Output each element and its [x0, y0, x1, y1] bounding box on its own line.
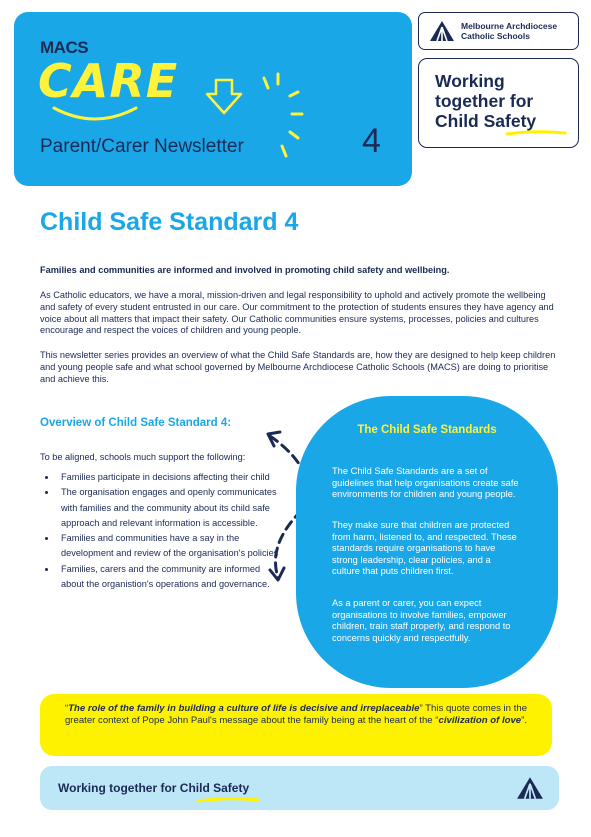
quote-emphasis-2: civilization of love — [438, 715, 522, 727]
list-item: • The organisation engages and openly communicates with families and the community about its child safe approach and relevant information is accessible. — [57, 485, 285, 531]
smile-icon — [50, 104, 140, 126]
standards-paragraph-1: The Child Safe Standards are a set of guidelines that help organisations create safe environments for children and young people. — [332, 466, 519, 500]
sparkle-icon — [254, 70, 324, 170]
issue-number: 4 — [362, 122, 381, 160]
tagline-line-3: Child Safety — [435, 111, 537, 131]
footer-banner — [40, 766, 559, 810]
overview-list — [40, 470, 285, 592]
lead-statement: Families and communities are informed and involved in promoting child safety and wellbeing. — [40, 265, 450, 275]
standards-paragraph-2: They make sure that children are protected from harm, listened to, and respected. These standards require organisations to have strong leadership, clear policies, and a culture that puts children first. — [332, 520, 517, 577]
page-title: Child Safe Standard 4 — [40, 208, 299, 236]
standards-paragraph-3: As a parent or carer, you can expect organisations to involve families, empower children, train staff properly, and respond to concerns quickly and respectfully. — [332, 598, 511, 643]
logo-line-1: Melbourne Archdiocese — [461, 21, 558, 31]
list-item: • Families and communities have a say in the development and review of the organisation's policies — [57, 531, 285, 562]
quote-close: ”. — [521, 715, 528, 727]
macs-wordmark: MACS — [40, 38, 89, 57]
arrow-down-icon — [204, 78, 244, 116]
underline-swoosh — [505, 129, 567, 137]
care-wordmark: CARE — [38, 54, 179, 108]
series-paragraph: This newsletter series provides an overview of what the Child Safe Standards are, how they are designed to help keep children and young people safe and what school governed by Melbourne Archdiocese Catholic Schools (MACS) are doing to prioritise and achieve this. — [40, 350, 556, 384]
intro-paragraph: As Catholic educators, we have a moral, mission-driven and legal responsibility to uphold and actively promote the wellbeing and safety of every student entrusted in our care. Our commitment to the protection of students ensures they have agency and voice about all matters that impact their safety. Our Catholic communities ensure systems, processes, policies and cultures encourage and respect the voices of children and young people. — [40, 290, 554, 336]
underline-swoosh — [196, 796, 260, 804]
quote-body: ” This quote comes in the greater context of Pope John Paul's message about the family being at the heart of the “ — [64, 703, 528, 727]
header-panel — [14, 12, 412, 186]
macs-logo — [418, 12, 579, 50]
list-item: • Families participate in decisions affecting their child — [57, 470, 285, 485]
overview-heading: Overview of Child Safe Standard 4: — [40, 417, 232, 429]
quote-text — [60, 703, 532, 728]
list-item: • Families, carers and the community are informed about the organistion's operations and governance. — [57, 562, 285, 593]
logo-text — [461, 21, 557, 41]
newsletter-subtitle: Parent/Carer Newsletter — [40, 136, 244, 157]
quote-emphasis: The role of the family in building a culture of life is decisive and irreplaceable — [68, 703, 420, 714]
standards-heading: The Child Safe Standards — [357, 424, 497, 436]
tagline-box — [418, 58, 579, 148]
quote-open: “ — [64, 703, 69, 714]
child-safe-standards-box — [296, 396, 558, 688]
quote-box — [40, 694, 552, 756]
overview-intro: To be aligned, schools much support the following: — [40, 452, 246, 462]
tagline-line-1: Working — [435, 71, 505, 91]
tagline-line-2: together for — [435, 91, 534, 111]
logo-line-2: Catholic Schools — [461, 31, 530, 41]
footer-text: Working together for Child Safety — [58, 781, 250, 795]
macs-logo-icon — [516, 776, 544, 800]
macs-logo-icon — [429, 20, 455, 42]
